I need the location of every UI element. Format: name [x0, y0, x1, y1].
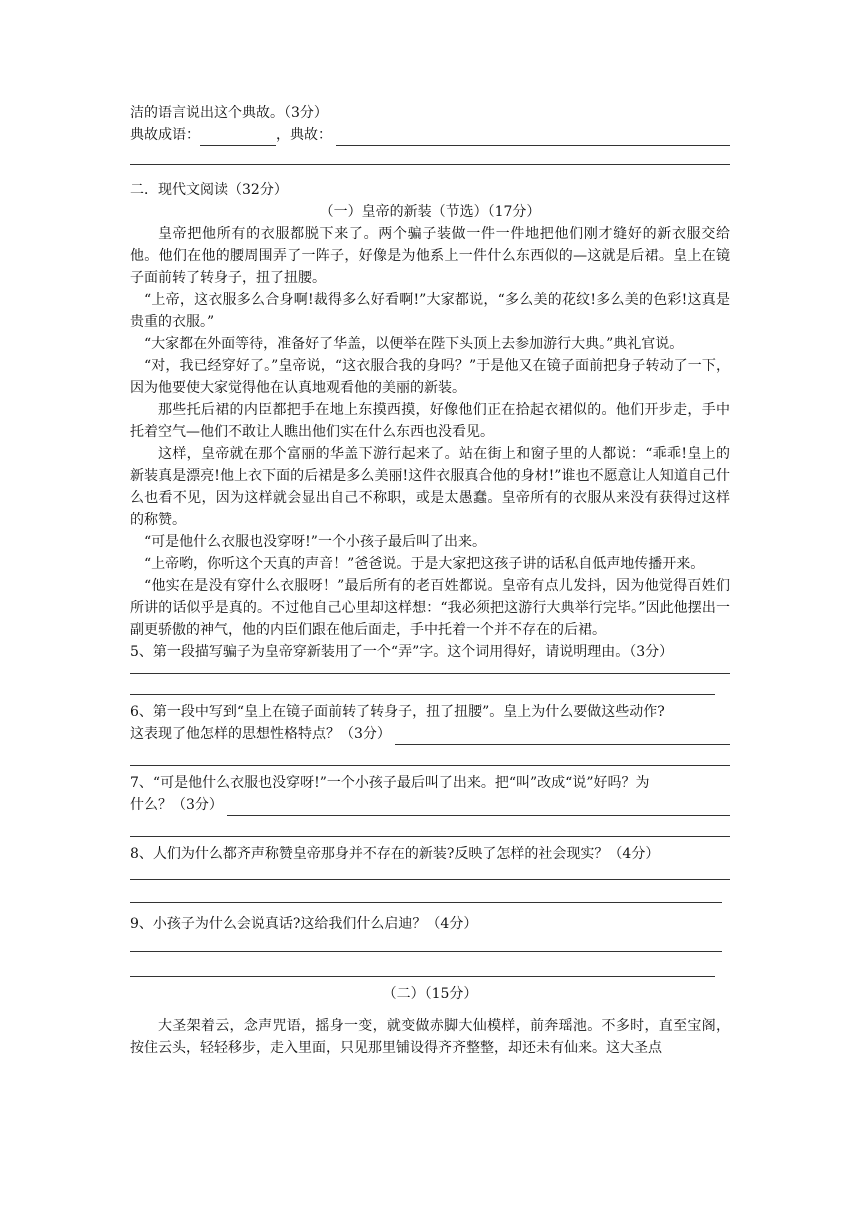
answer-line[interactable] [130, 816, 730, 837]
question-7-line1: 7、“可是他什么衣服也没穿呀!”一个小孩子最后叫了出来。把“叫”改成“说”好吗？为 [130, 775, 650, 791]
answer-line[interactable] [130, 935, 722, 952]
question-7-line2: 什么？（3分） [130, 794, 730, 816]
question-9: 9、小孩子为什么会说真话?这给我们什么启迪？（4分） [130, 916, 478, 932]
part1-title: （一）皇帝的新装（节选）（17分） [319, 204, 541, 220]
passage-paragraph-6: 这样，皇帝就在那个富丽的华盖下游行起来了。站在街上和窗子里的人都说：“乖乖!皇上的新装真是漂亮!他上衣下面的后裙是多么美丽!这件衣服真合他的身材!”谁也不愿意让人知道自己什么也看不见，因为这样就会显出自己不称职，或是太愚蠢。皇帝所有的衣服从来没有获得过这样的称赞。 [130, 446, 730, 528]
passage-paragraph-1: 皇帝把他所有的衣服都脱下来了。两个骗子装做一件一件地把他们刚才缝好的新衣服交给他。他们在他的腰周围弄了一阵子，好像是为他系上一件什么东西似的—这就是后裙。皇上在镜子面前转了转身子，扭了扭腰。 [130, 226, 730, 286]
story-blank[interactable] [336, 129, 730, 146]
answer-line[interactable] [130, 745, 730, 766]
section-heading: 二．现代文阅读（32分） [130, 182, 288, 198]
question-6-line2: 这表现了他怎样的思想性格特点？（3分） [130, 723, 730, 745]
part2-title: （二）（15分） [382, 986, 478, 1002]
answer-line[interactable] [130, 952, 715, 977]
question-tail: 洁的语言说出这个典故。（3分） [130, 105, 328, 121]
question-5: 5、第一段描写骗子为皇帝穿新装用了一个“弄”字。这个词用得好，请说明理由。（3分） [130, 644, 674, 660]
answer-blank[interactable] [227, 799, 730, 816]
answer-line[interactable] [130, 146, 730, 165]
passage-paragraph-8: “上帝哟，你听这个天真的声音！”爸爸说。于是大家把这孩子讲的话私自低声地传播开来。 [144, 556, 705, 572]
question-8: 8、人们为什么都齐声称赞皇帝那身并不存在的新装?反映了怎样的社会现实？（4分） [130, 846, 660, 862]
passage-paragraph-9: “他实在是没有穿什么衣服呀！”最后所有的老百姓都说。皇帝有点儿发抖，因为他觉得百姓们所讲的话似乎是真的。不过他自己心里却这样想：“我必须把这游行大典举行完毕。”因此他摆出一副更骄傲的神气，他的内臣们跟在他后面走，手中托着一个并不存在的后裙。 [130, 578, 730, 638]
answer-line[interactable] [130, 880, 722, 903]
passage-paragraph-3: “大家都在外面等待，准备好了华盖，以便举在陛下头顶上去参加游行大典。”典礼官说。 [144, 336, 684, 352]
idiom-answer-row [130, 124, 730, 146]
passage-paragraph-4: “对，我已经穿好了。”皇帝说，“这衣服合我的身吗？”于是他又在镜子面前把身子转动了一下，因为他要使大家觉得他在认真地观看他的美丽的新装。 [130, 358, 730, 396]
document-page [130, 102, 730, 1059]
answer-line[interactable] [130, 674, 715, 695]
passage-paragraph-7: “可是他什么衣服也没穿呀!”一个小孩子最后叫了出来。 [144, 534, 486, 550]
story-label: ，典故： [276, 127, 332, 143]
part2-paragraph: 大圣架着云，念声咒语，摇身一变，就变做赤脚大仙模样，前奔瑶池。不多时，直至宝阁，按住云头，轻轻移步，走入里面，只见那里铺设得齐齐整整，却还未有仙来。这大圣点 [130, 1018, 730, 1056]
passage-paragraph-5: 那些托后裙的内臣都把手在地上东摸西摸，好像他们正在拾起衣裙似的。他们开步走，手中托着空气—他们不敢让人瞧出他们实在什么东西也没看见。 [130, 402, 730, 440]
question-6-line1: 6、第一段中写到“皇上在镜子面前转了转身子，扭了扭腰”。皇上为什么要做这些动作? [130, 704, 665, 720]
answer-line[interactable] [130, 663, 730, 674]
answer-line[interactable] [130, 865, 730, 880]
idiom-label: 典故成语： [130, 127, 200, 143]
answer-blank[interactable] [395, 728, 730, 745]
passage-paragraph-2: “上帝，这衣服多么合身啊!裁得多么好看啊!”大家都说，“多么美的花纹!多么美的色彩!这真是贵重的衣服。” [130, 292, 730, 330]
idiom-blank[interactable] [200, 131, 276, 146]
